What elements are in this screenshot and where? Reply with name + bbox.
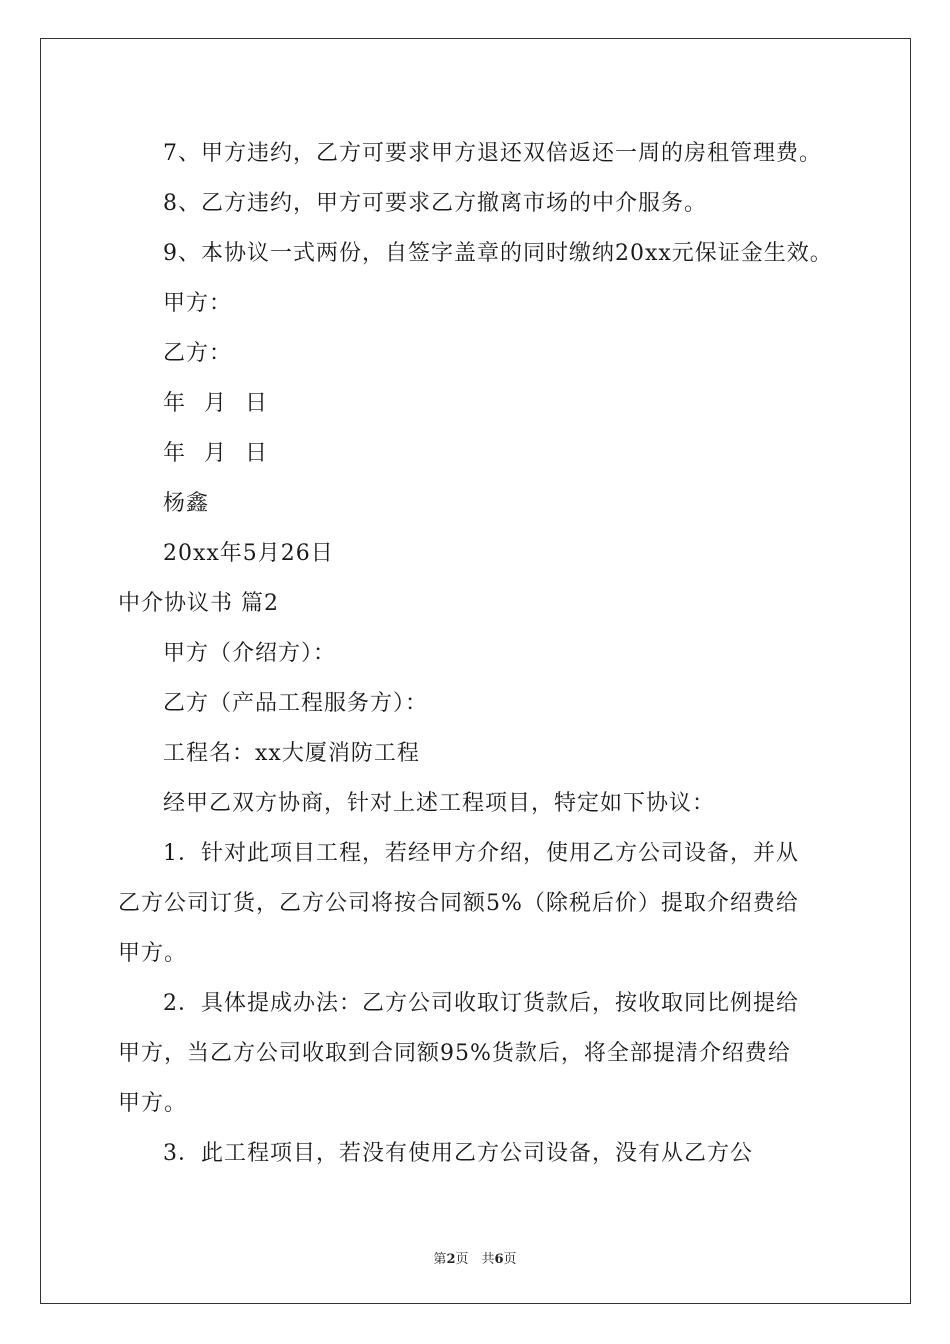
page-footer xyxy=(0,1248,950,1267)
sign-date: 20xx年5月26日 xyxy=(163,541,334,566)
clause-1-line-3: 甲方。 xyxy=(118,941,188,966)
clause-1-line-1: 1．针对此项目工程，若经甲方介绍，使用乙方公司设备，并从 xyxy=(163,841,799,866)
footer-prefix: 第 xyxy=(433,1252,447,1267)
clause-2-line-2: 甲方，当乙方公司收取到合同额95%货款后，将全部提清介绍费给 xyxy=(118,1041,791,1066)
party-b-service: 乙方（产品工程服务方）： xyxy=(163,691,429,716)
clause-9: 9、本协议一式两份，自签字盖章的同时缴纳20xx元保证金生效。 xyxy=(163,241,833,266)
footer-page-number: 2 xyxy=(446,1252,456,1267)
party-a-label: 甲方： xyxy=(163,291,233,316)
party-a-introducer: 甲方（介绍方）： xyxy=(163,641,337,666)
party-b-label: 乙方： xyxy=(163,341,233,366)
clause-2-line-3: 甲方。 xyxy=(118,1091,188,1116)
clause-2-line-1: 2．具体提成办法：乙方公司收取订货款后，按收取同比例提给 xyxy=(163,991,799,1016)
clause-7: 7、甲方违约，乙方可要求甲方退还双倍返还一周的房租管理费。 xyxy=(163,141,822,166)
clause-8: 8、乙方违约，甲方可要求乙方撤离市场的中介服务。 xyxy=(163,191,707,216)
agreement-intro: 经甲乙双方协商，针对上述工程项目，特定如下协议： xyxy=(163,791,716,816)
section-title: 中介协议书 篇2 xyxy=(118,591,279,616)
clause-1-line-2: 乙方公司订货，乙方公司将按合同额5%（除税后价）提取介绍费给 xyxy=(118,891,799,916)
date-line-1: 年 月 日 xyxy=(163,391,268,416)
date-line-2: 年 月 日 xyxy=(163,441,268,466)
footer-suffix: 页 xyxy=(503,1252,517,1267)
signer-name: 杨鑫 xyxy=(163,491,210,516)
project-name: 工程名：xx大厦消防工程 xyxy=(163,741,420,766)
footer-middle: 页 共 xyxy=(455,1252,495,1267)
footer-total-pages: 6 xyxy=(494,1252,504,1267)
clause-3-line-1: 3．此工程项目，若没有使用乙方公司设备，没有从乙方公 xyxy=(163,1141,753,1166)
